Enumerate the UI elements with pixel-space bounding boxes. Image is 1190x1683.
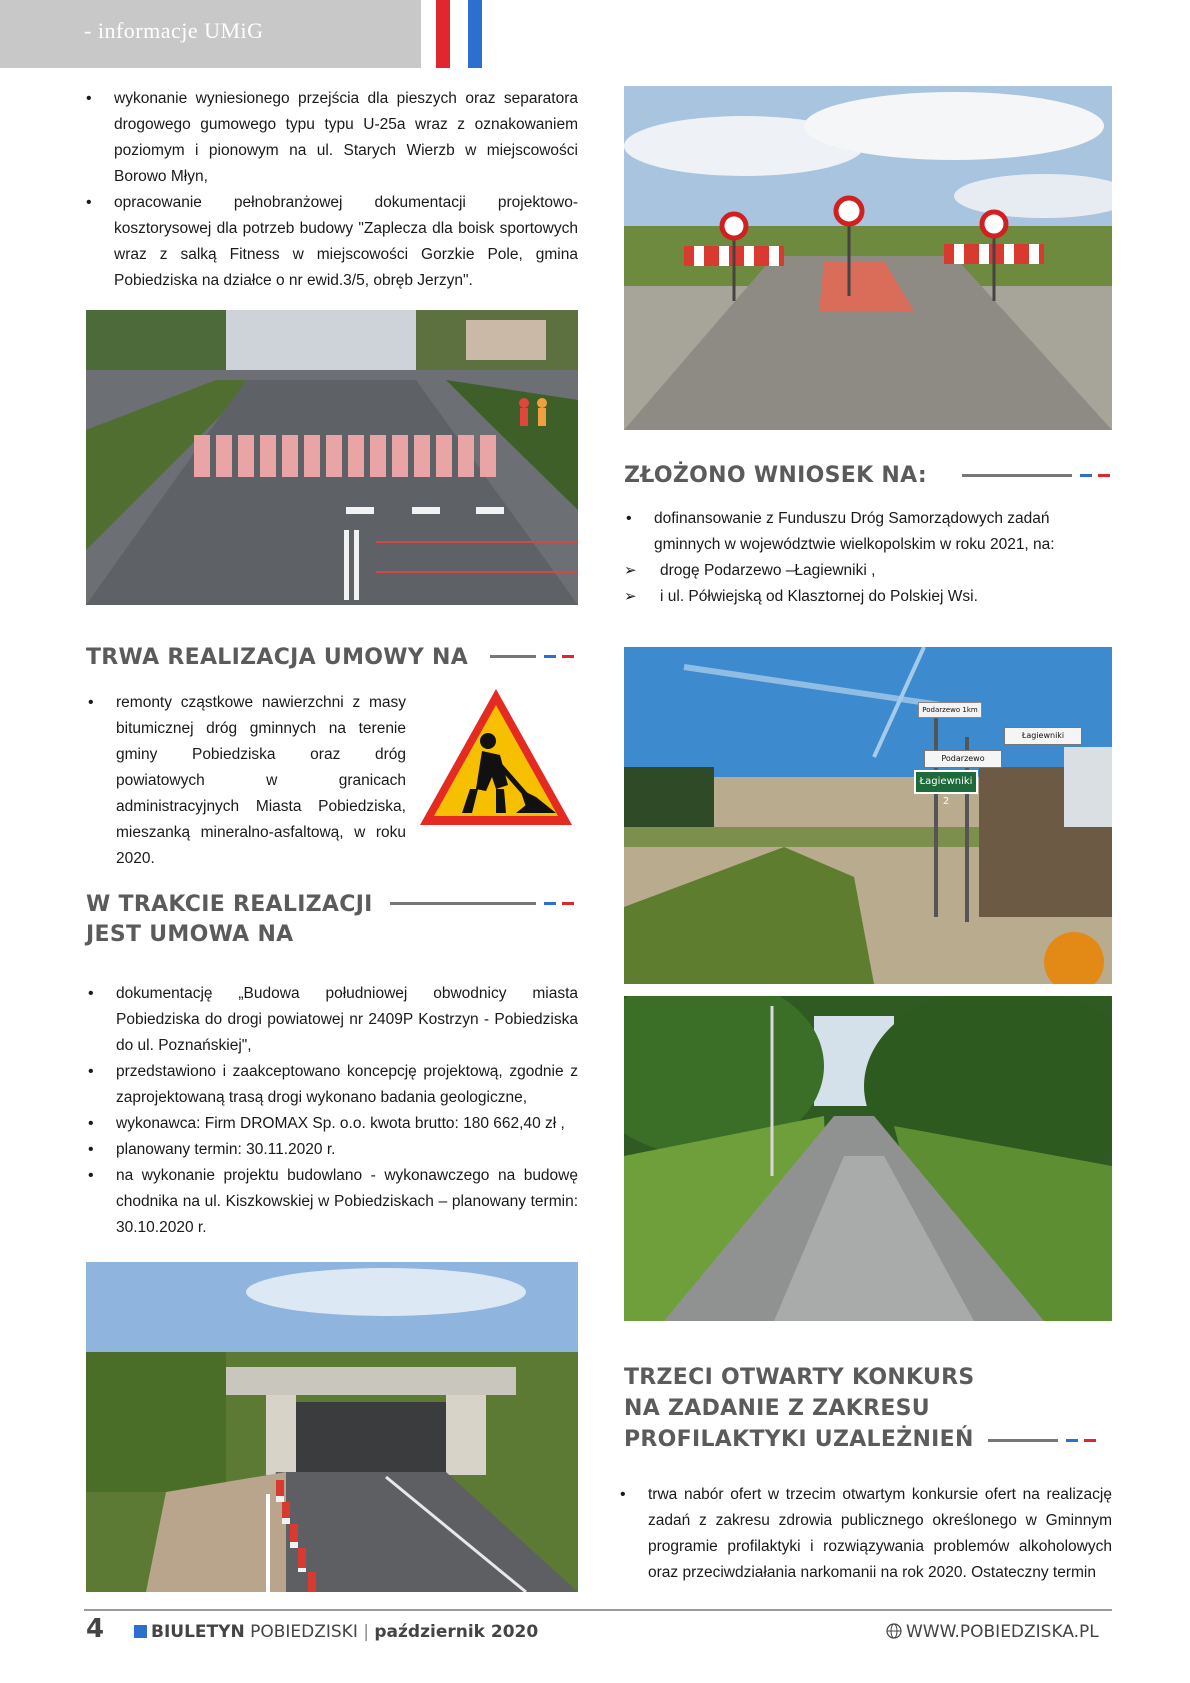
accent-dash-red [562,655,574,658]
signpost-photo [624,647,1112,984]
top-left-list [84,86,578,294]
heading-zlozono: ZŁOŻONO WNIOSEK NA: [624,463,927,488]
roadworks-sign-icon [416,685,576,831]
list-item: • trwa nabór ofert w trzecim otwartym konkursie ofert na realizację zadań z zakresu zdrowia publicznego określonego w Gminnym programie profilaktyki i rozwiązywania problemów alkoholowych oraz przeciwdziałania narkomanii na rok 2020. Ostateczny termin [618,1482,1112,1586]
accent-dash-blue [544,655,556,658]
sign-left-lower: Łagiewniki 2 [914,770,978,794]
sign-right: Łagiewniki [1004,727,1082,745]
heading-konkurs-line2: NA ZADANIE Z ZAKRESU [624,1396,930,1421]
sign-top: Podarzewo 1km [918,702,982,718]
footer-separator: | [363,1622,369,1642]
list-item: ➢ i ul. Półwiejską od Klasztornej do Polskiej Wsi. [624,584,1120,610]
list-item: ➢ drogę Podarzewo –Łagiewniki , [624,558,1120,584]
list-item: • dokumentację „Budowa południowej obwodnicy miasta Pobiedziska do drogi powiatowej nr 2409P Kostrzyn - Pobiedziska do ul. Poznańskiej", [86,981,578,1059]
globe-icon [886,1623,902,1639]
page-number: 4 [86,1614,105,1644]
brand-square-icon [134,1625,147,1638]
accent-dash-red [1084,1439,1096,1442]
zlozono-list [624,506,1120,610]
heading-konkurs-line3: PROFILAKTYKI UZALEŻNIEŃ [624,1427,974,1452]
heading-wtrakcie-line2: JEST UMOWA NA [86,922,294,947]
list-item: • wykonanie wyniesionego przejścia dla pieszych oraz separatora drogowego gumowego typu typu U-25a wraz z oznakowaniem poziomym i pionowym na ul. Starych Wierzb w miejscowości Borowo Młyn, [84,86,578,190]
heading-wtrakcie-line1: W TRAKCIE REALIZACJI [86,892,373,917]
konkurs-list [618,1482,1112,1586]
list-item: • planowany termin: 30.11.2020 r. [86,1137,578,1163]
issue-date: październik 2020 [374,1622,539,1642]
forest-road-photo [624,996,1112,1321]
list-item: • remonty cząstkowe nawierzchni z masy bitumicznej dróg gminnych na terenie gminy Pobiedziska oraz dróg powiatowych w granicach administracyjnych Miasta Pobiedziska, mieszanką mineralno-asfaltową, w roku 2020. [86,690,406,872]
heading-rule [988,1439,1058,1442]
accent-dash-red [1098,474,1110,477]
heading-rule [390,902,536,905]
list-item: • wykonawca: Firm DROMAX Sp. o.o. kwota brutto: 180 662,40 zł , [86,1111,578,1137]
footer-publication [134,1622,538,1642]
footer-rule [84,1609,1112,1611]
overpass-photo [86,1262,578,1592]
website-link[interactable]: WWW.POBIEDZISKA.PL [906,1622,1099,1642]
section-label: - informacje UMiG [84,18,264,43]
heading-trwa: TRWA REALIZACJA UMOWY NA [86,645,469,670]
accent-dash-blue [544,902,556,905]
accent-dash-red [562,902,574,905]
header-stripe-white [452,0,466,68]
list-item: • na wykonanie projektu budowlano - wykonawczego na budowę chodnika na ul. Kiszkowskiej w Pobiedziskach – planowany termin: 30.10.2020 r. [86,1163,578,1241]
trwa-list [86,690,406,872]
sign-left-upper: Podarzewo [924,750,1002,768]
accent-dash-blue [1080,474,1092,477]
barrier-photo [624,86,1112,430]
list-item: • dofinansowanie z Funduszu Dróg Samorządowych zadań gminnych w województwie wielkopolskim w roku 2021, na: [624,506,1120,558]
wtrakcie-list [86,981,578,1241]
header-stripe-blue [468,0,482,68]
list-item: • opracowanie pełnobranżowej dokumentacji projektowo-kosztorysowej dla potrzeb budowy "Zaplecza dla boisk sportowych wraz z salką Fitness w miejscowości Gorzkie Pole, gmina Pobiedziska na działce o nr ewid.3/5, obręb Jerzyn". [84,190,578,294]
accent-dash-blue [1066,1439,1078,1442]
crossing-photo [86,310,578,605]
heading-rule [962,474,1072,477]
brand-bold: BIULETYN [151,1622,245,1642]
heading-rule [490,655,536,658]
list-item: • przedstawiono i zaakceptowano koncepcję projektową, zgodnie z zaprojektowaną trasą drogi wykonano badania geologiczne, [86,1059,578,1111]
heading-konkurs-line1: TRZECI OTWARTY KONKURS [624,1365,975,1390]
header-stripe-red [436,0,450,68]
brand-light: POBIEDZISKI [250,1622,358,1642]
